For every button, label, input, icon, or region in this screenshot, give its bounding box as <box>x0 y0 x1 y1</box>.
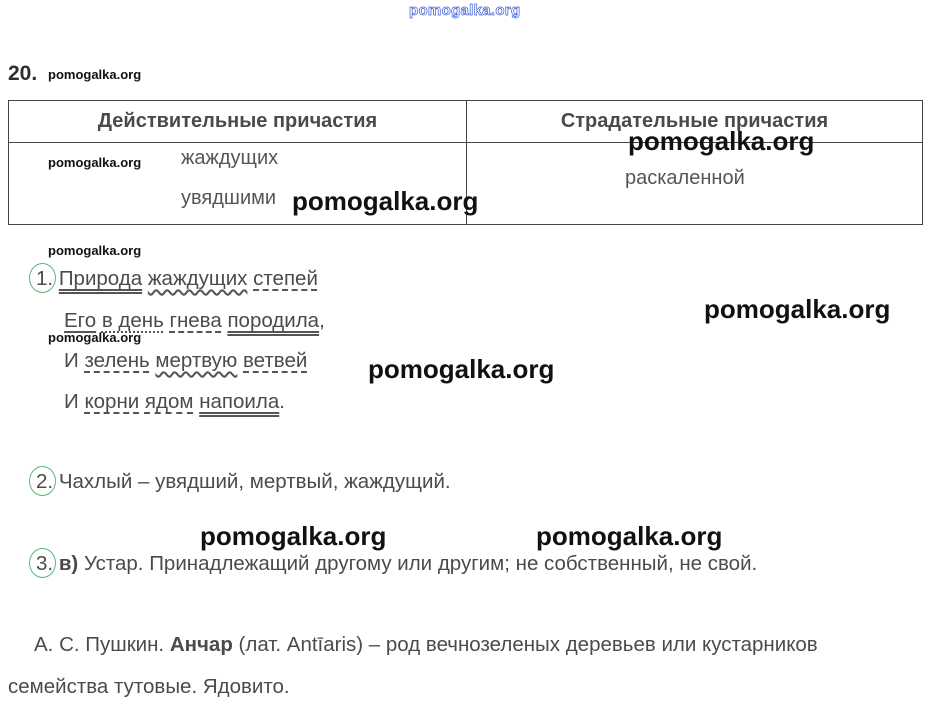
note-term: Анчар <box>169 633 233 656</box>
watermark: pomogalka.org <box>48 155 142 170</box>
item-number-2: 2. <box>36 470 54 493</box>
marked-word: ядом <box>144 390 194 413</box>
marked-word: степей <box>253 267 318 290</box>
item-number-3: 3. <box>36 552 54 575</box>
watermark: pomogalka.org <box>48 330 142 345</box>
note-definition: (лат. Antīaris) – род вечнозеленых деревьев или кустарников <box>232 633 818 656</box>
marked-word: в день <box>101 309 164 332</box>
marked-word: породила <box>227 309 320 332</box>
watermark: pomogalka.org <box>48 67 142 82</box>
marked-word: напоила <box>199 390 280 413</box>
watermark: pomogalka.org <box>704 294 891 324</box>
poem-line-text <box>64 390 285 413</box>
header-active-participles: Действительные причастия <box>9 101 467 143</box>
poem-line-3 <box>64 349 307 373</box>
marked-word: Его <box>64 309 97 332</box>
plain-text: , <box>319 309 325 332</box>
plain-text: И <box>64 349 85 372</box>
note-author: А. С. Пушкин. <box>34 633 170 656</box>
item-2-text: Чахлый – увядший, мертвый, жаждущий. <box>58 470 451 493</box>
marked-word: зелень <box>84 349 150 372</box>
watermark: pomogalka.org <box>48 243 142 258</box>
plain-text: И <box>64 390 85 413</box>
poem-line-text <box>64 349 307 372</box>
watermark: pomogalka.org <box>200 521 387 551</box>
plain-text: . <box>279 390 285 413</box>
header-watermark: pomogalka.org <box>409 2 521 19</box>
watermark: pomogalka.org <box>628 126 815 156</box>
item-number-1: 1. <box>36 267 54 290</box>
note-line-1 <box>34 633 818 657</box>
watermark: pomogalka.org <box>536 521 723 551</box>
note-line-2: семейства тутовые. Ядовито. <box>8 675 290 698</box>
item-2 <box>36 470 451 494</box>
watermark: pomogalka.org <box>292 186 479 216</box>
active-word: жаждущих <box>181 147 279 169</box>
task-number: 20. <box>8 62 38 85</box>
marked-word: гнева <box>169 309 222 332</box>
poem-line-4 <box>64 390 285 414</box>
header-passive-participles: Страдательные причастия <box>467 101 923 143</box>
item-3-marker: в) <box>58 552 79 575</box>
item-3-text: Устар. Принадлежащий другому или другим; не собственный, не свой. <box>78 552 758 575</box>
marked-word: жаждущих <box>147 267 248 290</box>
item-3 <box>36 552 757 576</box>
active-word: увядшими <box>181 187 277 209</box>
marked-word: ветвей <box>243 349 308 372</box>
passive-word: раскаленной <box>625 167 745 189</box>
poem-line-text <box>64 309 325 332</box>
marked-word: Природа <box>58 267 143 290</box>
watermark: pomogalka.org <box>368 354 555 384</box>
poem-line-text <box>59 267 318 290</box>
poem-line-1 <box>36 267 318 291</box>
marked-word: корни <box>84 390 140 413</box>
marked-word: мертвую <box>155 349 238 372</box>
